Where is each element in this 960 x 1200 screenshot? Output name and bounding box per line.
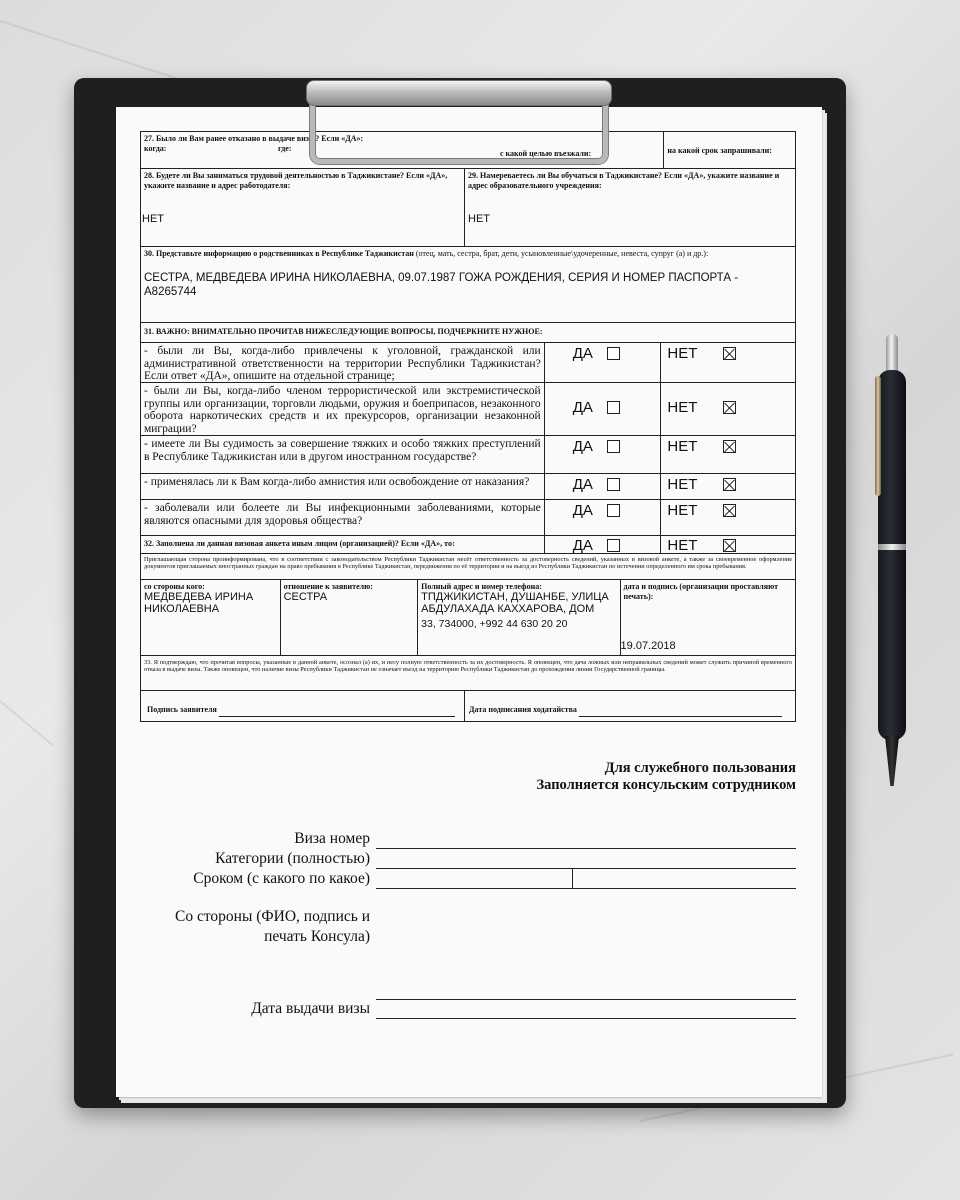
q27-duration-cell (664, 132, 795, 168)
q30-row (140, 247, 796, 323)
q32-no-cell (661, 536, 795, 553)
pen-clip (875, 376, 881, 496)
applicant-sign-label: Подпись заявителя (147, 705, 217, 714)
official-use-section (140, 760, 796, 794)
no-checkbox-checked[interactable] (723, 504, 736, 517)
q27-when: когда: (144, 143, 167, 153)
q32-address-cell (418, 580, 620, 655)
q31-item-row (140, 383, 796, 436)
applicant-sign-line[interactable] (219, 705, 455, 717)
q31-title: 31. ВАЖНО: ВНИМАТЕЛЬНО ПРОЧИТАВ НИЖЕСЛЕДУЮЩИЕ ВОПРОСЫ, ПОДЧЕРКНИТЕ НУЖНОЕ: (144, 327, 543, 336)
q32-header-row (140, 536, 796, 554)
q30-title-rest: (отец, мать, сестра, брат, дети, усыновленные\удочеренные, невеста, супруг (а) и др.): (413, 249, 709, 258)
q32-address-value-2[interactable]: 33, 734000, +992 44 630 20 20 (421, 617, 568, 630)
q28-q29-row (140, 169, 796, 247)
no-checkbox-checked[interactable] (723, 478, 736, 491)
pen[interactable] (872, 334, 912, 794)
q32-relation-cell (281, 580, 419, 655)
pen-barrel (878, 370, 906, 740)
no-checkbox-checked[interactable] (723, 539, 736, 552)
from-side-label: Со стороны (ФИО, подпись и (175, 908, 370, 925)
q32-from-label: со стороны кого: (144, 582, 205, 591)
q30-cell (141, 247, 795, 322)
petition-date-cell (465, 691, 795, 721)
no-label: НЕТ (667, 438, 698, 455)
yes-checkbox[interactable] (607, 347, 620, 360)
visa-number-line[interactable] (376, 848, 796, 849)
yes-label: ДА (572, 399, 593, 416)
q32-from-cell (141, 580, 281, 655)
issue-date-label: Дата выдачи визы (251, 1000, 370, 1017)
signature-row (140, 691, 796, 722)
categories-label: Категории (полностью) (215, 850, 370, 867)
q30-answer[interactable]: СЕСТРА, МЕДВЕДЕВА ИРИНА НИКОЛАЕВНА, 09.07.1987 ГОЖА РОЖДЕНИЯ, СЕРИЯ И НОМЕР ПАСПОРТА - А8265744 (144, 271, 739, 298)
yes-label: ДА (572, 476, 593, 493)
q32-sign-value[interactable]: 19.07.2018 (620, 640, 676, 652)
q29-answer[interactable]: НЕТ (468, 213, 491, 225)
q32-relation-label: отношение к заявителю: (283, 582, 373, 591)
from-side-label-2: печать Консула) (264, 928, 370, 945)
q31-item-row (140, 343, 796, 383)
yes-checkbox[interactable] (607, 539, 620, 552)
pen-tip (885, 736, 899, 786)
q31-item-row (140, 436, 796, 474)
q27-duration: на какой срок запрашивали: (667, 146, 772, 155)
clipboard-clip (306, 80, 612, 166)
q31-item-row (140, 474, 796, 500)
yes-label: ДА (572, 537, 593, 554)
q32-notice: Приглашающая сторона проинформирована, что в соответствии с законодательством Республики Таджикистан несёт ответственность за достоверность сведений, указанных в визовой анкете, а также за своевременное оформление документов приглашаемых иностранных граждан на право пребывания в Республике Таджикистан, передвижения по её территории и на выезд из Республики Таджикистан по истечении определенного им срока пребывания. (144, 556, 792, 571)
no-checkbox-checked[interactable] (723, 440, 736, 453)
q32-title: 32. Заполнена ли данная визовая анкета иным лицом (организацией)? Если «ДА», то: (144, 539, 455, 548)
q27-purpose: с какой целью въезжали: (500, 148, 592, 158)
q32-details-row (140, 580, 796, 656)
consular-heading: Заполняется консульским сотрудником (536, 777, 796, 793)
q28-cell (141, 169, 465, 246)
q31-yes-cell (545, 383, 662, 435)
q31-yes-cell (545, 500, 662, 535)
visa-number-label: Виза номер (294, 830, 370, 847)
clip-bar (306, 80, 612, 106)
issue-date-line-top[interactable] (376, 999, 796, 1000)
yes-label: ДА (572, 345, 593, 362)
q32-address-value[interactable]: ТПДЖИКИСТАН, ДУШАНБЕ, УЛИЦА АБДУЛАХАДА КАХХАРОВА, ДОМ (421, 590, 609, 615)
q32-title-cell (141, 536, 545, 553)
petition-date-label: Дата подписания ходатайства (469, 705, 577, 714)
official-use-heading: Для служебного пользования (604, 760, 796, 776)
q32-sign-cell (621, 580, 795, 655)
q32-notice-row (140, 554, 796, 580)
q32-address-label: Полный адрес и номер телефона: (421, 582, 542, 591)
q31-item-row (140, 500, 796, 536)
q31-item-text: - были ли Вы, когда-либо привлечены к уголовной, гражданской или административной ответственности на территории Республики Таджикистан? Если ответ «ДА», опишите на отдельной странице; (141, 343, 545, 382)
pen-ring (878, 544, 906, 550)
categories-line[interactable] (376, 868, 796, 869)
issue-date-line[interactable] (376, 1018, 796, 1019)
q31-header-row (140, 323, 796, 343)
q32-from-value[interactable]: МЕДВЕДЕВА ИРИНА НИКОЛАЕВНА (144, 590, 254, 615)
q29-cell (465, 169, 795, 246)
applicant-sign-cell (141, 691, 465, 721)
no-label: НЕТ (667, 502, 698, 519)
q31-no-cell (661, 383, 795, 435)
q29-title: 29. Намереваетесь ли Вы обучаться в Таджикистане? Если «ДА», укажите название и адрес образовательного учреждения: (468, 171, 780, 190)
pen-button (886, 334, 898, 374)
marble-vein (0, 700, 54, 747)
q33-text: 33. Я подтверждаю, что прочитав вопросы, указанные в данной анкете, осознал (а) их, и несу полную ответственность за их достоверность. Я оповещен, что дача ложных или неправильных сведений может служить причиной временного отказа в выдаче визы. Также оповещен, что наличие визы Республики Таджикистан не означает въезд на территорию Республики Таджикистан до прохождения линии Государственной границы. (144, 659, 792, 674)
yes-checkbox[interactable] (607, 478, 620, 491)
term-divider (572, 868, 573, 888)
yes-checkbox[interactable] (607, 504, 620, 517)
no-label: НЕТ (667, 345, 698, 362)
q31-yes-cell (545, 474, 662, 499)
petition-date-line[interactable] (579, 705, 782, 717)
q31-header-cell (141, 323, 795, 342)
visa-form (140, 131, 796, 722)
no-label: НЕТ (667, 476, 698, 493)
q32-sign-label: дата и подпись (организации проставляют печать): (623, 582, 779, 601)
q27-title: 27. Было ли Вам ранее отказано в выдаче визы? Если «ДА»: (144, 134, 364, 143)
q27-where: где: (278, 143, 292, 153)
q31-no-cell (661, 474, 795, 499)
no-label: НЕТ (667, 537, 698, 554)
q31-item-text: - заболевали или болеете ли Вы инфекционными заболеваниями, которые являются опасными для здоровья общества? (141, 500, 545, 535)
no-label: НЕТ (667, 399, 698, 416)
q28-answer[interactable]: НЕТ (142, 213, 164, 225)
q28-title: 28. Будете ли Вы заниматься трудовой деятельностью в Таджикистане? Если «ДА», укажите название и адрес работодателя: (144, 171, 448, 190)
q31-item-text: - применялась ли к Вам когда-либо амнистия или освобождение от наказания? (141, 474, 545, 499)
q31-no-cell (661, 500, 795, 535)
q31-no-cell (661, 436, 795, 473)
q32-relation-value[interactable]: СЕСТРА (283, 590, 328, 603)
q31-item-text: - имеете ли Вы судимость за совершение тяжких и особо тяжких преступлений в Республике Таджикистан или в другом иностранном государстве? (141, 436, 545, 473)
q31-item-text: - были ли Вы, когда-либо членом террористической или экстремистической группы или организации, торговли людьми, оружия и боеприпасов, незаконного оборота наркотических средств и их прекурсоров, организации незаконной миграции? (141, 383, 545, 435)
no-checkbox-checked[interactable] (723, 347, 736, 360)
q32-yes-cell (545, 536, 662, 553)
term-line[interactable] (376, 888, 796, 889)
q30-title: 30. Представьте информацию о родственниках в Республике Таджикистан (144, 249, 414, 258)
yes-checkbox[interactable] (607, 440, 620, 453)
yes-label: ДА (572, 438, 593, 455)
q31-yes-cell (545, 436, 662, 473)
q31-yes-cell (545, 343, 662, 382)
q33-row (140, 656, 796, 691)
q31-no-cell (661, 343, 795, 382)
yes-checkbox[interactable] (607, 401, 620, 414)
yes-label: ДА (572, 502, 593, 519)
term-label: Сроком (с какого по какое) (193, 870, 370, 887)
no-checkbox-checked[interactable] (723, 401, 736, 414)
